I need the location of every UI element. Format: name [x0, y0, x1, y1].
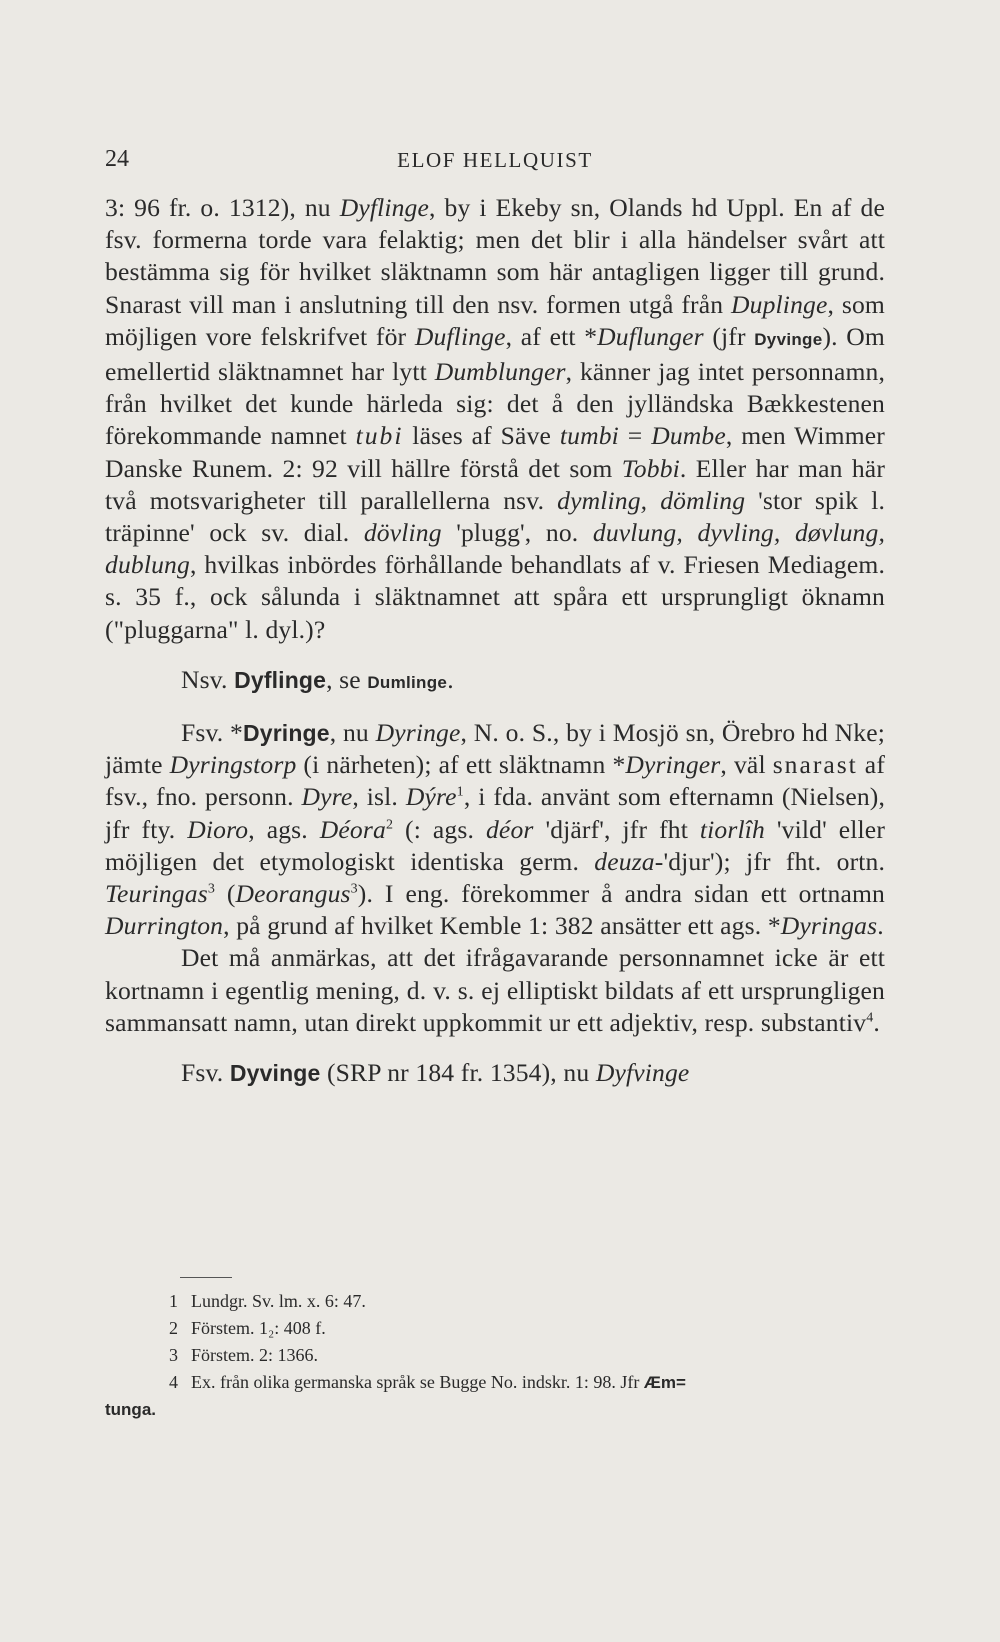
- running-head: ELOF HELLQUIST: [397, 148, 593, 172]
- cross-reference: Dyvinge: [754, 329, 823, 349]
- entry-fsv-dyvinge: Fsv. Dyvinge (SRP nr 184 fr. 1354), nu Dyfvinge: [181, 1058, 690, 1088]
- footnote: 4 Ex. från olika germanska språk se Bugge No. indskr. 1: 98. Jfr Æm= tunga.: [105, 1372, 686, 1419]
- page-header: [105, 146, 885, 176]
- paragraph-dyflinge-continued: 3: 96 fr. o. 1312), nu Dyflinge, by i Ekeby sn, Olands hd Uppl. En af de fsv. formerna torde vara felaktig; men det blir i alla händelser svårt att bestämma sig för hvilket släktnamn som här antagligen ligger till grund. Snarast vill man i anslutning till den nsv. formen utgå från Duplinge, som möjligen vore felskrifvet för Duflinge, af ett *Duflunger (jfr Dyvinge). Om emellertid släktnamnet har lytt Dumblunger, känner jag intet personnamn, från hvilket det kunde härleda sig: det å den jylländska Bækkestenen förekommande namnet tubi läses af Säve tumbi = Dumbe, men Wimmer Danske Runem. 2: 92 vill hällre förstå det som Tobbi. Eller har man här två motsvarigheter till parallellerna nsv. dymling, dömling 'stor spik l. träpinne' ock sv. dial. dövling 'plugg', no. duvlung, dyvling, døvlung, dublung, hvilkas inbördes förhållande behandlats af v. Friesen Mediagem. s. 35 f., ock sålunda i släktnamnet att spåra ett ursprungligt öknamn ("pluggarna" l. dyl.)?: [105, 193, 886, 644]
- body-text: [105, 192, 885, 1089]
- headword: Dyvinge: [229, 1060, 321, 1087]
- cross-reference: Dumlinge: [367, 672, 448, 692]
- entry-nsv-dyflinge: Nsv. Dyflinge, se Dumlinge.: [181, 664, 454, 694]
- headword: Dyflinge: [234, 666, 327, 693]
- footnote: 2 Förstem. 1₂: 408 f.: [169, 1318, 326, 1338]
- headword: Dyringe: [243, 720, 330, 747]
- page-number: 24: [105, 146, 129, 172]
- footnote-rule: [180, 1277, 232, 1278]
- entry-fsv-dyringe: Fsv. *Dyringe, nu Dyringe, N. o. S., by i Mosjö sn, Örebro hd Nke; jämte Dyringstorp (i närheten); af ett släktnamn *Dyringer, väl snarast af fsv., fno. personn. Dyre, isl. Dýre$^1$, i fda. använt som efternamn (Nielsen), jfr fty. Dioro, ags. Déora$^2$ (: ags. déor 'djärf', jfr fht tiorlîh 'vild' eller möjligen det etymologiskt identiska germ. deuza-'djur'); jfr fht. ortn. Teuringas$^3$ (Deorangus$^3$). I eng. förekommer å andra sidan ett ortnamn Durrington, på grund af hvilket Kemble 1: 382 ansätter ett ags. *Dyringas.: [105, 718, 885, 941]
- footnotes: [105, 1288, 885, 1423]
- paragraph-remark: Det må anmärkas, att det ifrågavarande personnamnet icke är ett kortnamn i egentlig mening, d. v. s. ej elliptiskt bildats af ett ursprungligen sammansatt namn, utan direkt uppkommit ur ett adjektiv, resp. substantiv$^4$.: [105, 943, 885, 1037]
- footnote: 1 Lundgr. Sv. lm. x. 6: 47.: [169, 1291, 366, 1311]
- footnote: 3 Förstem. 2: 1366.: [169, 1345, 319, 1365]
